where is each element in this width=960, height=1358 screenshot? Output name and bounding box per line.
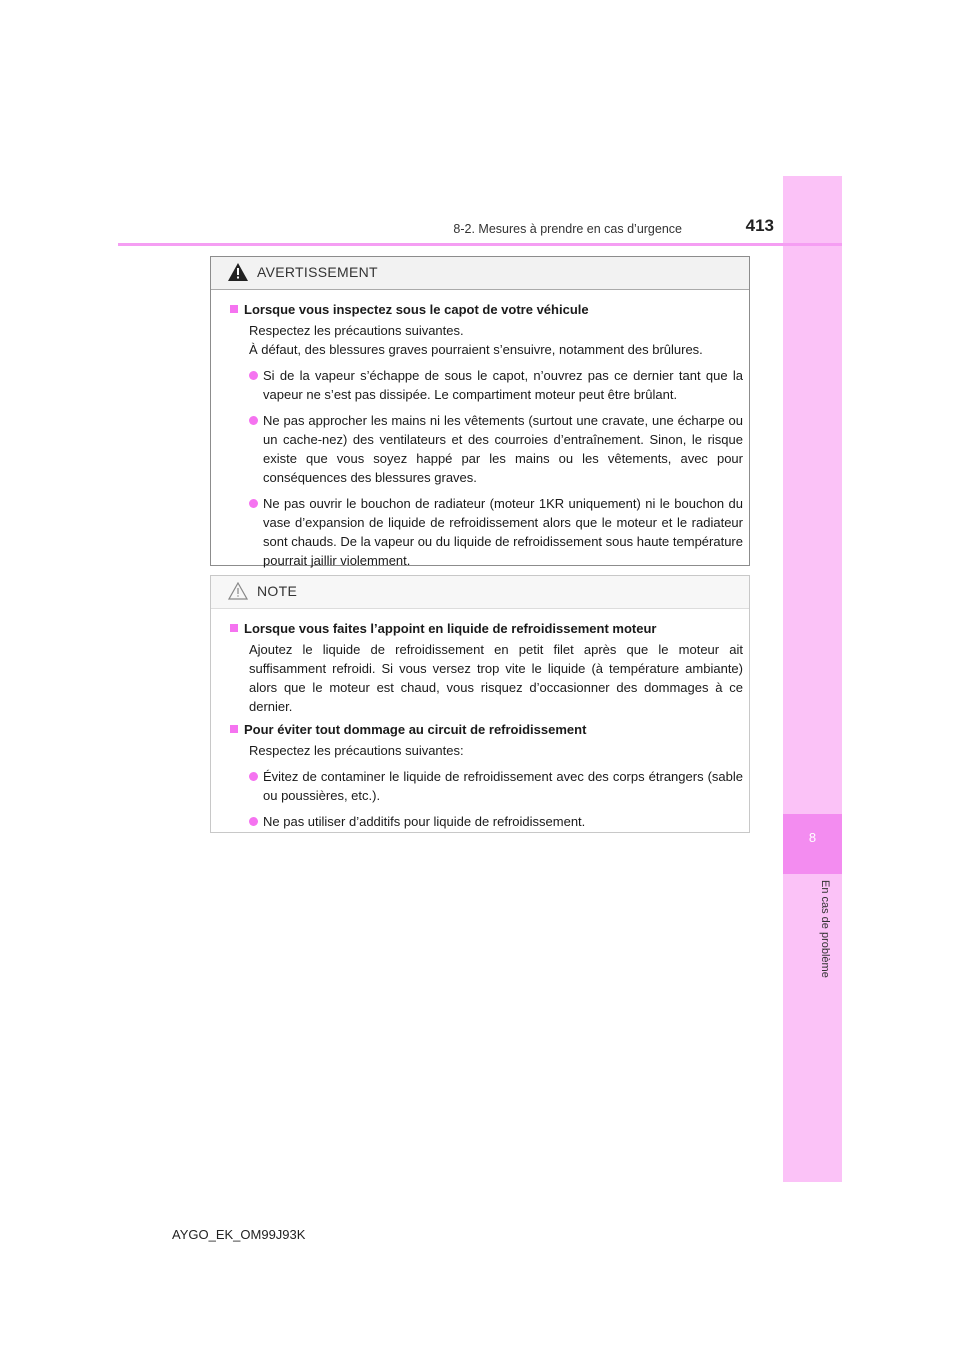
note-title: NOTE xyxy=(257,583,298,599)
note-heading-2 xyxy=(230,720,743,739)
document-code: AYGO_EK_OM99J93K xyxy=(172,1227,306,1242)
warning-intro-2: À défaut, des blessures graves pourraient s’ensuivre, notamment des brûlures. xyxy=(249,342,703,357)
chapter-label xyxy=(770,880,880,1000)
note-text-1: Ajoutez le liquide de refroidissement en petit filet après que le moteur ait suffisamment refroidi. Si vous versez trop vite le liquide (à température ambiante) alors que le moteur est chaud, vous risquez d’occasionner des dommages à ce dernier. xyxy=(249,642,743,714)
bullet-dot-icon xyxy=(249,371,258,380)
bullet-dot-icon xyxy=(249,416,258,425)
chapter-number: 8 xyxy=(808,830,817,845)
note-content xyxy=(211,609,749,831)
warning-bullet xyxy=(249,494,743,570)
side-tab xyxy=(783,176,842,1182)
note-bullet-text: Évitez de contaminer le liquide de refroidissement avec des corps étrangers (sable ou poussières, etc.). xyxy=(263,769,743,803)
note-bullet xyxy=(249,767,743,805)
warning-heading xyxy=(230,300,743,319)
warning-heading-text: Lorsque vous inspectez sous le capot de votre véhicule xyxy=(244,302,589,317)
square-bullet-icon xyxy=(230,725,238,733)
note-heading-1-text: Lorsque vous faites l’appoint en liquide de refroidissement moteur xyxy=(244,621,657,636)
bullet-dot-icon xyxy=(249,772,258,781)
warning-title: AVERTISSEMENT xyxy=(257,264,378,280)
warning-bullet-text: Ne pas approcher les mains ni les vêtements (surtout une cravate, une écharpe ou un cache-nez) des ventilateurs et des courroies d’entraînement. Sinon, le risque existe que vous soyez happé par les mains ou les vêtements, avec pour conséquences des blessures graves. xyxy=(263,413,743,485)
page-number: 413 xyxy=(745,216,774,235)
warning-box xyxy=(210,256,750,566)
warning-header xyxy=(211,257,749,290)
caution-triangle-icon xyxy=(228,582,248,600)
note-heading-2-text: Pour éviter tout dommage au circuit de refroidissement xyxy=(244,722,587,737)
square-bullet-icon xyxy=(230,624,238,632)
warning-triangle-icon xyxy=(228,263,248,281)
warning-bullet-text: Ne pas ouvrir le bouchon de radiateur (moteur 1KR uniquement) ni le bouchon du vase d’expansion de liquide de refroidissement alors que le moteur et le radiateur sont chauds. De la vapeur ou du liquide de refroidissement sous haute température pourrait jaillir violemment. xyxy=(263,496,743,568)
header-rule xyxy=(118,243,842,246)
note-header xyxy=(211,576,749,609)
note-box xyxy=(210,575,750,833)
section-title: 8-2. Mesures à prendre en cas d’urgence xyxy=(453,222,682,236)
warning-bullet xyxy=(249,411,743,487)
square-bullet-icon xyxy=(230,305,238,313)
warning-bullet-text: Si de la vapeur s’échappe de sous le capot, n’ouvrez pas ce dernier tant que la vapeur ne s’est pas dissipée. Le compartiment moteur peut être brûlant. xyxy=(263,368,743,402)
bullet-dot-icon xyxy=(249,499,258,508)
chapter-label-text: En cas de problème xyxy=(819,880,831,978)
note-heading-1 xyxy=(230,619,743,638)
note-bullet xyxy=(249,812,743,831)
warning-content xyxy=(211,290,749,570)
warning-intro-1: Respectez les précautions suivantes. xyxy=(249,323,464,338)
bullet-dot-icon xyxy=(249,817,258,826)
note-text-2: Respectez les précautions suivantes: xyxy=(249,743,464,758)
note-bullet-text: Ne pas utiliser d’additifs pour liquide de refroidissement. xyxy=(263,814,586,829)
warning-bullet xyxy=(249,366,743,404)
